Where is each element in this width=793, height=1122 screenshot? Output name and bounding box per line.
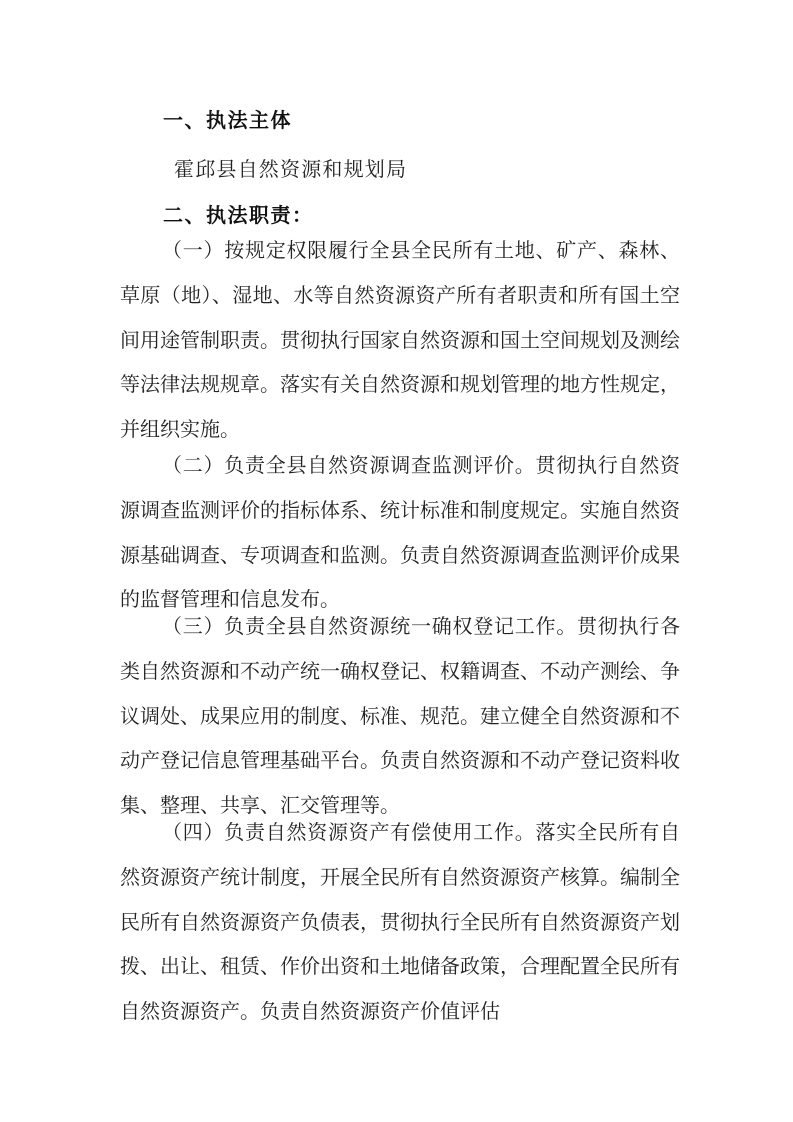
duty-paragraph-4: （四）负责自然资源资产有偿使用工作。落实全民所有自然资源资产统计制度，开展全民所有自然资源资产核算。编制全民所有自然资源资产负债表，贯彻执行全民所有自然资源资产划拨、出让、租赁、作价出资和土地储备政策，合理配置全民所有自然资源资产。负责自然资源资产价值评估: [120, 820, 680, 1024]
section-heading-enforcement-duties: 二、执法职责：: [163, 203, 314, 227]
duty-paragraph-1: （一）按规定权限履行全县全民所有土地、矿产、森林、草原（地）、湿地、水等自然资源资产所有者职责和所有国土空间用途管制职责。贯彻执行国家自然资源和国土空间规划及测绘等法律法规规章。落实有关自然资源和规划管理的地方性规定，并组织实施。: [120, 238, 680, 442]
enforcement-entity-name: 霍邱县自然资源和规划局: [174, 157, 408, 181]
duty-paragraph-3: （三）负责全县自然资源统一确权登记工作。贯彻执行各类自然资源和不动产统一确权登记、权籍调查、不动产测绘、争议调处、成果应用的制度、标准、规范。建立健全自然资源和不动产登记信息管理基础平台。负责自然资源和不动产登记资料收集、整理、共享、汇交管理等。: [120, 614, 680, 818]
duty-paragraph-2: （二）负责全县自然资源调查监测评价。贯彻执行自然资源调查监测评价的指标体系、统计标准和制度规定。实施自然资源基础调查、专项调查和监测。负责自然资源调查监测评价成果的监督管理和信息发布。: [120, 453, 680, 612]
section-heading-enforcement-subject: 一、执法主体: [163, 108, 292, 132]
